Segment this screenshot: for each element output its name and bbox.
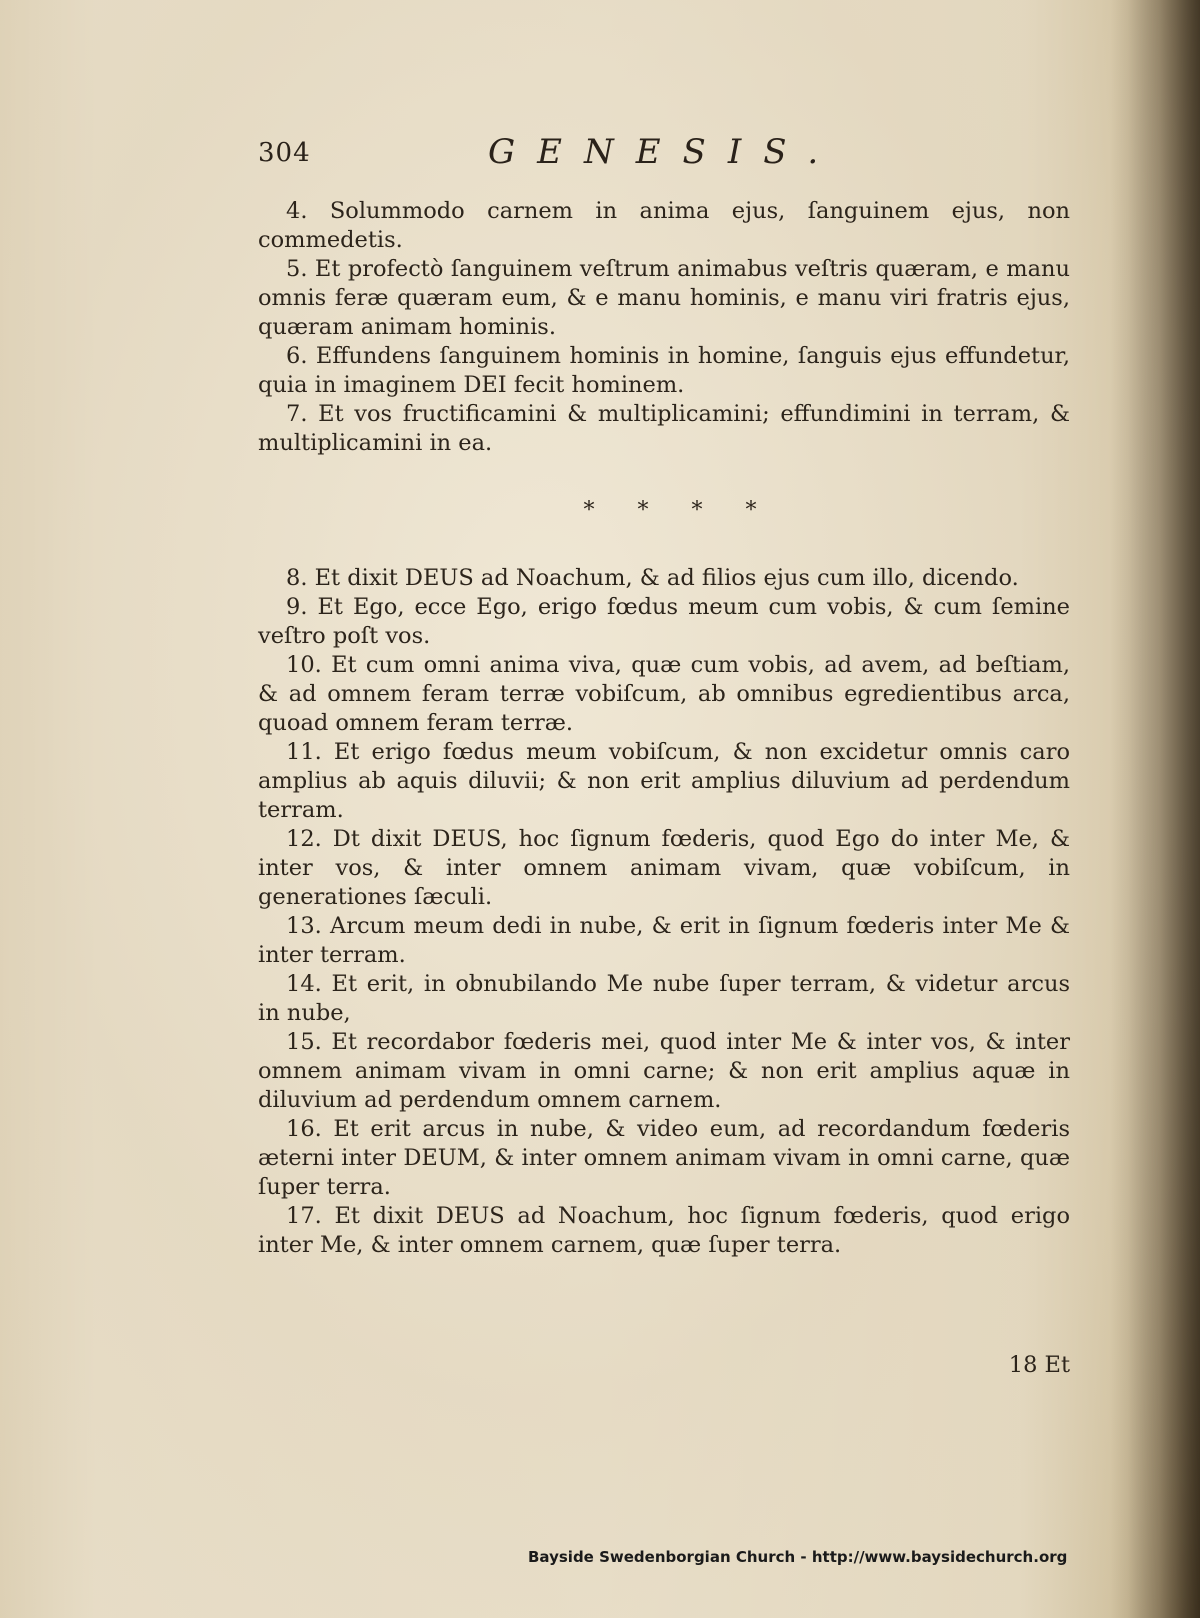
page-header [258,132,1070,176]
verse-8: 8. Et dixit DEUS ad Noachum, & ad filios ejus cum illo, dicendo. [286,565,1019,591]
footer-credit: Bayside Swedenborgian Church - http://www.baysidechurch.org [528,1548,1068,1566]
verse-16: 16. Et erit arcus in nube, & video eum, ad recordandum fœderis æterni inter DEUM, & inter omnem animam vivam in omni carne, quæ ſuper terra. [258,1116,1070,1200]
verse-17: 17. Et dixit DEUS ad Noachum, hoc ſignum fœderis, quod erigo inter Me, & inter omnem carnem, quæ ſuper terra. [258,1203,1070,1258]
gutter-shadow [1110,0,1200,1618]
verse-7: 7. Et vos fructificamini & multiplicamini; effundimini in terram, & multiplicamini in ea. [258,401,1070,456]
verse-11: 11. Et erigo fœdus meum vobiſcum, & non excidetur omnis caro amplius ab aquis diluvii; & non erit amplius diluvium ad perdendum terram. [258,739,1070,823]
catchword: 18 Et [1008,1352,1070,1378]
running-title: GENESIS. [488,132,841,172]
verse-5: 5. Et profectò ſanguinem veſtrum animabus veſtris quæram, e manu omnis feræ quæram eum, & e manu hominis, e manu viri fratris ejus, quæram animam hominis. [258,256,1070,340]
section-separator: * * * * [583,498,775,523]
verse-12: 12. Dt dixit DEUS, hoc ſignum fœderis, quod Ego do inter Me, & inter vos, & inter omnem animam vivam, quæ vobiſcum, in generationes ſæculi. [258,826,1070,910]
verse-15: 15. Et recordabor fœderis mei, quod inter Me & inter vos, & inter omnem animam vivam in omni carne; & non erit amplius aquæ in diluvium ad perdendum omnem carnem. [258,1029,1070,1113]
verse-text-block [258,197,1070,1260]
page-number: 304 [258,138,311,168]
verse-9: 9. Et Ego, ecce Ego, erigo fœdus meum cum vobis, & cum ſemine veſtro poſt vos. [258,594,1070,649]
verse-13: 13. Arcum meum dedi in nube, & erit in ſignum fœderis inter Me & inter terram. [258,913,1070,968]
verse-10: 10. Et cum omni anima viva, quæ cum vobis, ad avem, ad beſtiam, & ad omnem feram terræ vobiſcum, ab omnibus egredientibus arca, quoad omnem feram terræ. [258,652,1070,736]
verse-14: 14. Et erit, in obnubilando Me nube ſuper terram, & videtur arcus in nube, [258,971,1070,1026]
verse-6: 6. Effundens ſanguinem hominis in homine, ſanguis ejus effundetur, quia in imaginem DEI fecit hominem. [258,343,1070,398]
verse-4: 4. Solummodo carnem in anima ejus, ſanguinem ejus, non commedetis. [258,198,1070,253]
